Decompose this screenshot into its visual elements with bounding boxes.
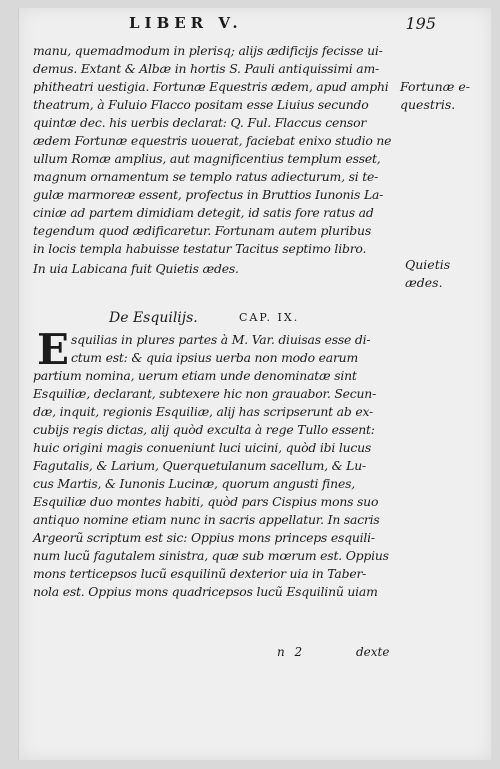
text-line: num lucũ fagutalem sinistra, quæ sub mœrum est. Oppius [33, 548, 389, 563]
text-line: manu, quemadmodum in plerisq; alijs ædificijs fecisse ui- [33, 43, 383, 58]
text-line: squilias in plures partes à M. Var. diuisas esse di- [71, 332, 371, 347]
margin-note-quietis-line2: ædes. [405, 275, 443, 290]
text-line: tegendum quod ædificaretur. Fortunam autem pluribus [33, 223, 371, 238]
page-number: 195 [405, 14, 436, 33]
text-line: cubijs regis dictas, alij quòd exculta à rege Tullo essent: [33, 422, 375, 437]
catchword: dexte [356, 645, 390, 659]
text-line: Argeorũ scriptum est sic: Oppius mons princeps esquili- [33, 530, 375, 545]
drop-capital: E [37, 325, 70, 374]
text-line: phitheatri uestigia. Fortunæ Equestris ædem, apud amphi [33, 79, 389, 94]
text-line: mons terticepsos lucũ esquilinũ dexterior uia in Taber- [33, 566, 367, 581]
text-line: dæ, inquit, regionis Esquiliæ, alij has scripserunt ab ex- [33, 404, 374, 419]
text-line: ciniæ ad partem dimidiam detegit, id satis fore ratus ad [33, 205, 374, 220]
text-line: huic origini magis conueniunt luci uicini, quòd ibi lucus [33, 440, 372, 455]
text-line: gulæ marmoreæ essent, profectus in Bruttios Iunonis La- [33, 187, 384, 202]
text-line: antiquo nomine etiam nunc in sacris appellatur. In sacris [33, 512, 380, 527]
running-head: LIBER V. [129, 14, 243, 32]
text-line: nola est. Oppius mons quadricepsos lucũ Esquilinũ uiam [33, 584, 378, 599]
chapter-number: CAP. IX. [239, 311, 300, 324]
text-line: Fagutalis, & Larium, Querquetulanum sacellum, & Lu- [33, 458, 366, 473]
text-line: Esquiliæ, declarant, subtexere hic non grauabor. Secun- [33, 386, 377, 401]
book-page [18, 8, 491, 760]
text-line: demus. Extant & Albæ in hortis S. Pauli antiquissimi am- [33, 61, 379, 76]
text-line: ctum est: & quia ipsius uerba non modo earum [71, 350, 358, 365]
text-line: in locis templa habuisse testatur Tacitus septimo libro. [33, 241, 367, 256]
margin-note-quietis-line1: Quietis [405, 257, 451, 272]
chapter-title: De Esquilijs. [109, 310, 198, 326]
text-line: magnum ornamentum se templo ratus adiecturum, si te- [33, 169, 379, 184]
text-line: theatrum, à Fuluio Flacco positam esse Liuius secundo [33, 97, 369, 112]
text-line: quintæ dec. his uerbis declarat: Q. Ful. Flaccus censor [33, 115, 367, 130]
text-line: In uia Labicana fuit Quietis ædes. [33, 261, 239, 276]
page-header [19, 8, 491, 38]
signature-mark: n 2 [277, 645, 306, 659]
text-line: Esquiliæ duo montes habiti, quòd pars Cispius mons suo [33, 494, 379, 509]
margin-note-fortuna-line1: Fortunæ e- [400, 79, 470, 94]
text-line: partium nomina, uerum etiam unde denominatæ sint [33, 368, 357, 383]
text-line: ullum Romæ amplius, aut magnificentius templum esset, [33, 151, 381, 166]
text-line: ædem Fortunæ equestris uouerat, faciebat enixo studio ne [33, 133, 392, 148]
text-line: cus Martis, & Iunonis Lucinæ, quorum angusti fines, [33, 476, 355, 491]
margin-note-fortuna-line2: questris. [400, 97, 456, 112]
